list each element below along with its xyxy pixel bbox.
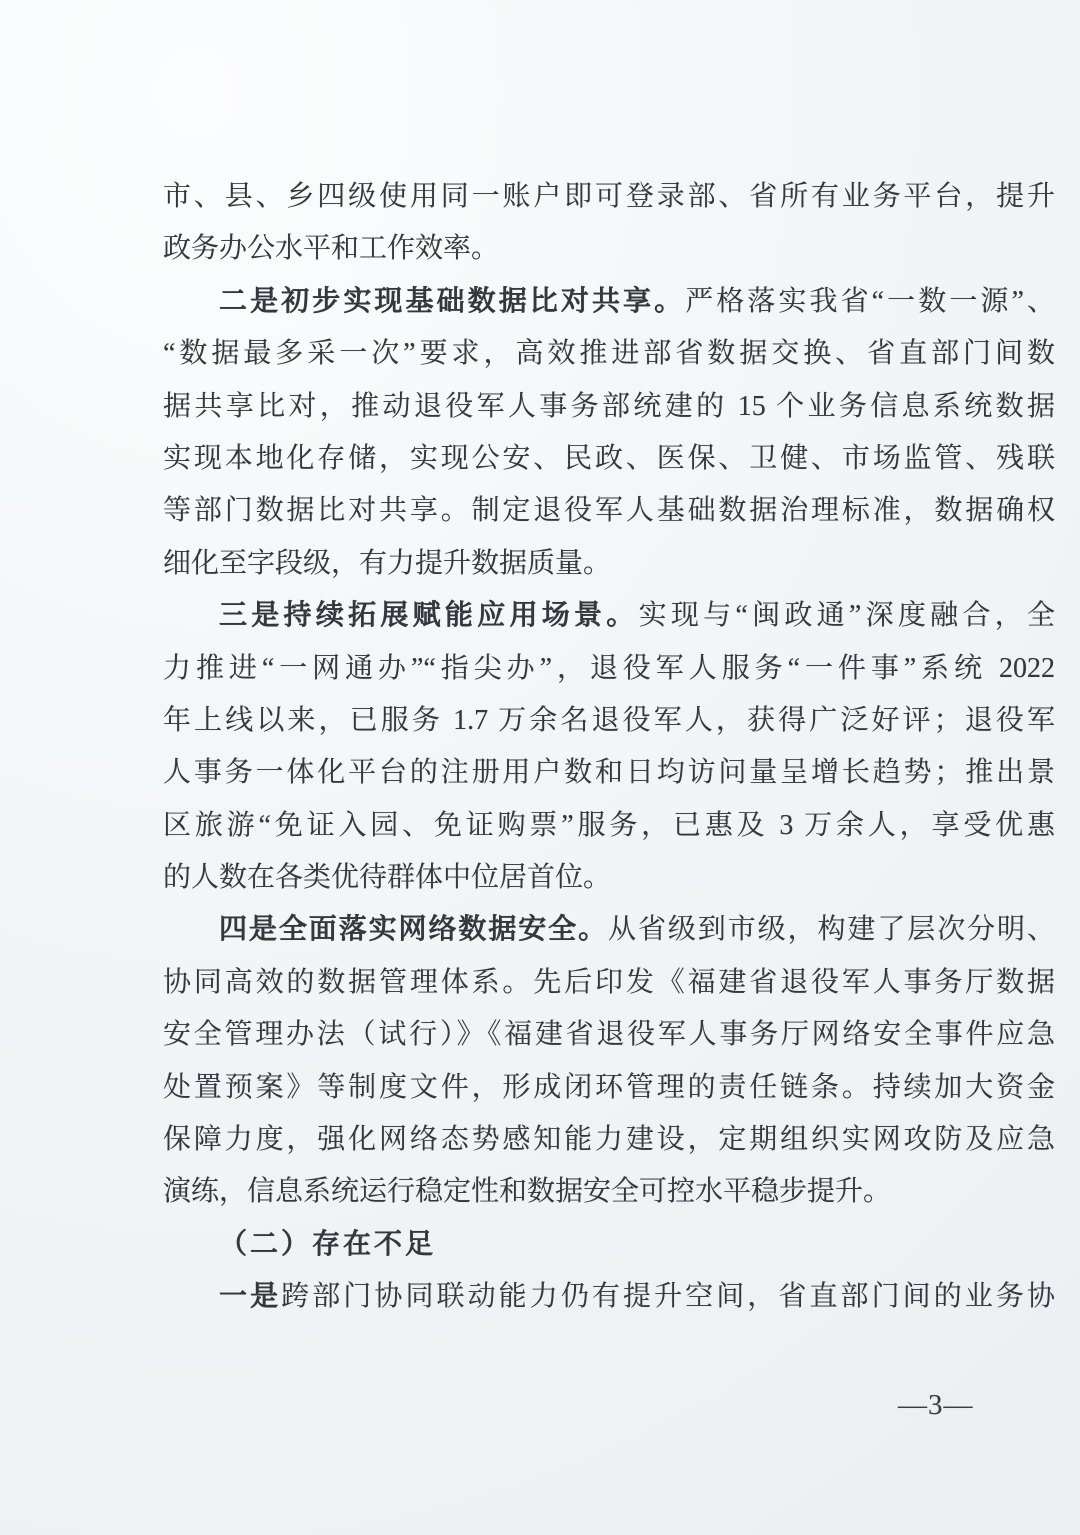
text-line xyxy=(163,957,1055,1009)
text-line xyxy=(163,1114,1055,1166)
text-line xyxy=(163,1219,1055,1271)
text-run: 跨部门协同联动能力仍有提升空间，省直部门间的业务协 xyxy=(281,1281,1055,1313)
text-line xyxy=(163,747,1055,799)
text-run: 人事务一体化平台的注册用户数和日均访问量呈增长趋势；推出景 xyxy=(163,757,1055,789)
text-run: 实现与“闽政通”深度融合，全 xyxy=(638,600,1055,632)
text-run: 区旅游“免证入园、免证购票”服务，已惠及 3 万余人，享受优惠 xyxy=(163,809,1055,841)
bold-text-run: 二是初步实现基础数据比对共享。 xyxy=(219,285,686,317)
text-line xyxy=(163,276,1055,328)
text-run: 力推进“一网通办”“指尖办”，退役军人服务“一件事”系统 2022 xyxy=(163,652,1055,684)
text-run: 据共享比对，推动退役军人事务部统建的 15 个业务信息系统数据 xyxy=(163,390,1055,422)
text-line xyxy=(163,695,1055,747)
text-run: 市、县、乡四级使用同一账户即可登录部、省所有业务平台，提升 xyxy=(163,181,1055,212)
text-run: 协同高效的数据管理体系。先后印发《福建省退役军人事务厅数据 xyxy=(163,966,1055,998)
text-run: 演练，信息系统运行稳定性和数据安全可控水平稳步提升。 xyxy=(163,1176,892,1208)
text-line xyxy=(163,904,1055,956)
text-run: 细化至字段级，有力提升数据质量。 xyxy=(163,547,612,579)
text-line xyxy=(163,1166,1055,1218)
text-line xyxy=(163,223,1055,275)
text-run: （二）存在不足 xyxy=(219,1228,437,1260)
text-run: 保障力度，强化网络态势感知能力建设，定期组织实网攻防及应急 xyxy=(163,1124,1055,1156)
text-run: 安全管理办法（试行）》《福建省退役军人事务厅网络安全事件应急 xyxy=(163,1019,1055,1051)
text-run: 等部门数据比对共享。制定退役军人基础数据治理标准，数据确权 xyxy=(163,495,1055,527)
text-run: 从省级到市级，构建了层次分明、 xyxy=(608,914,1055,946)
text-run: “数据最多采一次”要求，高效推进部省数据交换、省直部门间数 xyxy=(163,338,1055,370)
text-line xyxy=(163,1009,1055,1061)
text-run: 实现本地化存储，实现公安、民政、医保、卫健、市场监管、残联 xyxy=(163,442,1055,474)
text-line xyxy=(163,485,1055,537)
text-run: 严格落实我省“一数一源”、 xyxy=(685,285,1055,317)
page-number: —3— xyxy=(898,1389,974,1421)
document-text xyxy=(163,171,1055,1324)
text-line xyxy=(163,433,1055,485)
text-run: 年上线以来，已服务 1.7 万余名退役军人，获得广泛好评；退役军 xyxy=(163,704,1055,736)
text-line xyxy=(163,328,1055,380)
text-line xyxy=(163,1271,1055,1323)
text-line xyxy=(163,643,1055,695)
text-line xyxy=(163,381,1055,433)
text-line xyxy=(163,538,1055,590)
text-run: 处置预案》等制度文件，形成闭环管理的责任链条。持续加大资金 xyxy=(163,1071,1055,1103)
text-line xyxy=(163,1062,1055,1114)
text-run: 政务办公水平和工作效率。 xyxy=(163,233,500,265)
text-line xyxy=(163,800,1055,852)
text-line xyxy=(163,590,1055,642)
text-line xyxy=(163,852,1055,904)
bold-text-run: 四是全面落实网络数据安全。 xyxy=(219,914,609,946)
bold-text-run: 一是 xyxy=(219,1281,282,1313)
text-line xyxy=(163,171,1055,223)
bold-text-run: 三是持续拓展赋能应用场景。 xyxy=(219,600,639,632)
text-run: 的人数在各类优待群体中位居首位。 xyxy=(163,862,612,894)
